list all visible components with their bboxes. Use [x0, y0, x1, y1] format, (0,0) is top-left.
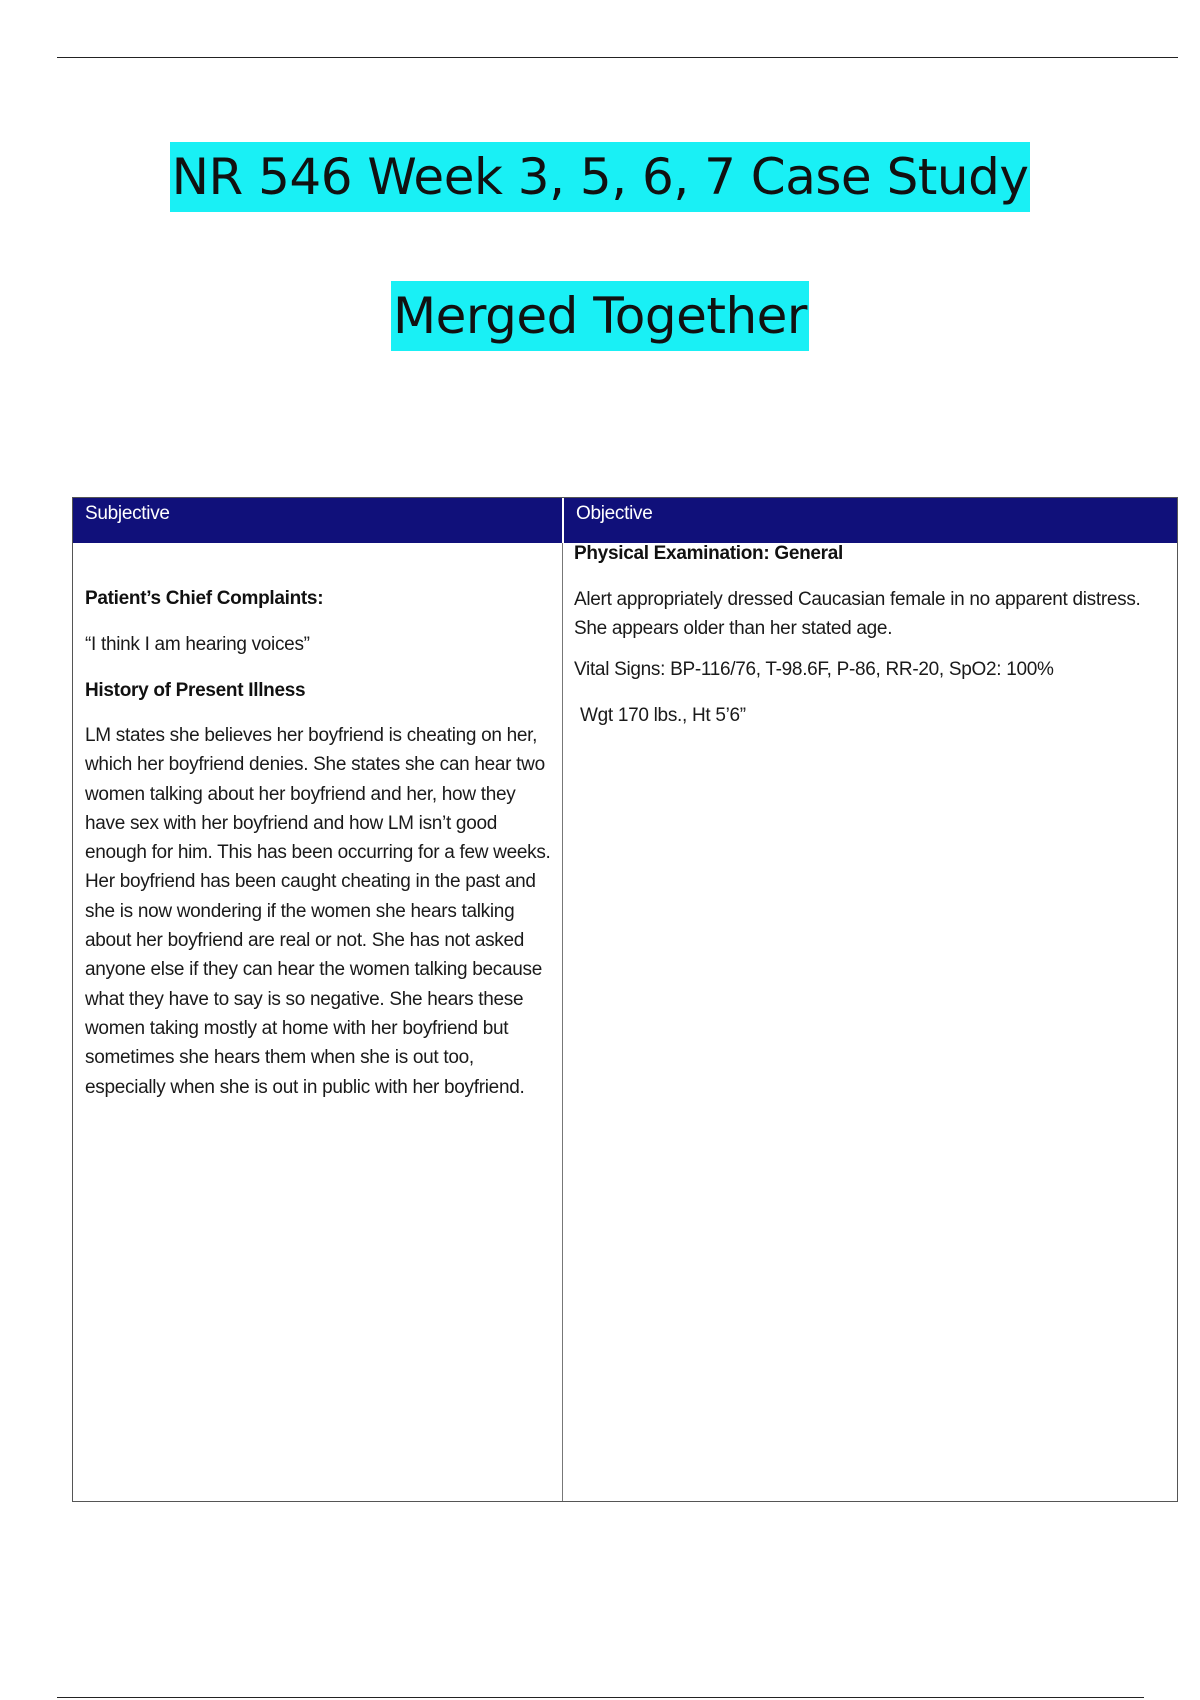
- objective-header: Objective: [562, 498, 1179, 543]
- vital-signs-text: Vital Signs: BP-116/76, T-98.6F, P-86, RR-20, SpO2: 100%: [574, 659, 1054, 680]
- document-title-line-1: [0, 142, 1200, 212]
- title-highlight-1: NR 546 Week 3, 5, 6, 7 Case Study: [170, 142, 1031, 212]
- title-highlight-2: Merged Together: [391, 281, 809, 351]
- document-title-line-2: [0, 281, 1200, 351]
- hpi-heading: History of Present Illness: [85, 680, 306, 701]
- column-divider: [562, 543, 563, 1501]
- chief-complaint-quote: “I think I am hearing voices”: [85, 634, 310, 655]
- weight-height-text: Wgt 170 lbs., Ht 5’6”: [580, 705, 746, 726]
- soap-table: [72, 497, 1178, 1502]
- top-rule: [57, 57, 1178, 58]
- bottom-rule: [57, 1697, 1144, 1698]
- general-appearance-text: Alert appropriately dressed Caucasian female in no apparent distress. She appears older than her stated age.: [574, 589, 1141, 640]
- table-header-row: [73, 498, 1177, 543]
- chief-complaint-heading: Patient’s Chief Complaints:: [85, 588, 324, 609]
- physical-exam-heading: Physical Examination: General: [574, 543, 844, 564]
- hpi-text: LM states she believes her boyfriend is cheating on her, which her boyfriend denies. She states she can hear two women talking about her boyfriend and her, how they have sex with her boyfriend and how LM isn’t good enough for him. This has been occurring for a few weeks. Her boyfriend has been caught cheating in the past and she is now wondering if the women she hears talking about her boyfriend are real or not. She has not asked anyone else if they can hear the women talking because what they have to say is so negative. She hears these women taking mostly at home with her boyfriend but sometimes she hears them when she is out too, especially when she is out in public with her boyfriend.: [85, 725, 551, 1098]
- subjective-header: Subjective: [85, 503, 170, 524]
